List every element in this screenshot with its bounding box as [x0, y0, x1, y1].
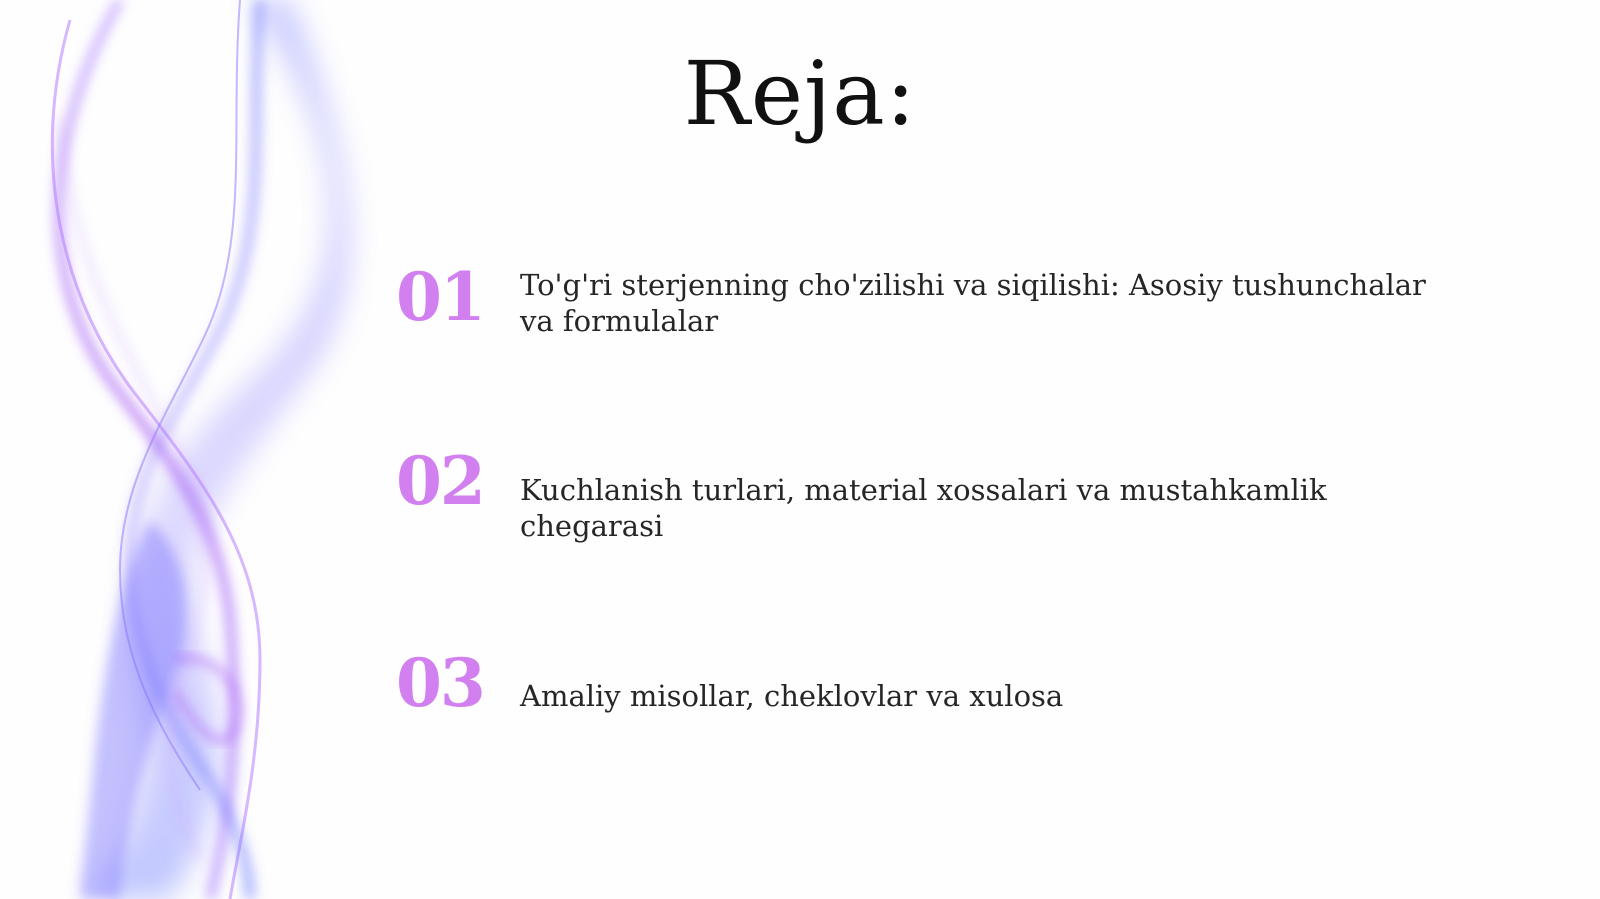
item-number-01: 01	[396, 258, 484, 336]
item-number-02: 02	[396, 442, 484, 520]
item-text-01: To'g'ri sterjenning cho'zilishi va siqilishi: Asosiy tushunchalar va formulalar	[520, 268, 1426, 338]
item-text-02: Kuchlanish turlari, material xossalari va mustahkamlik chegarasi	[520, 473, 1327, 543]
item-number-03: 03	[396, 644, 484, 722]
slide-title: Reja:	[683, 42, 917, 145]
item-text-03: Amaliy misollar, cheklovlar va xulosa	[520, 679, 1064, 713]
